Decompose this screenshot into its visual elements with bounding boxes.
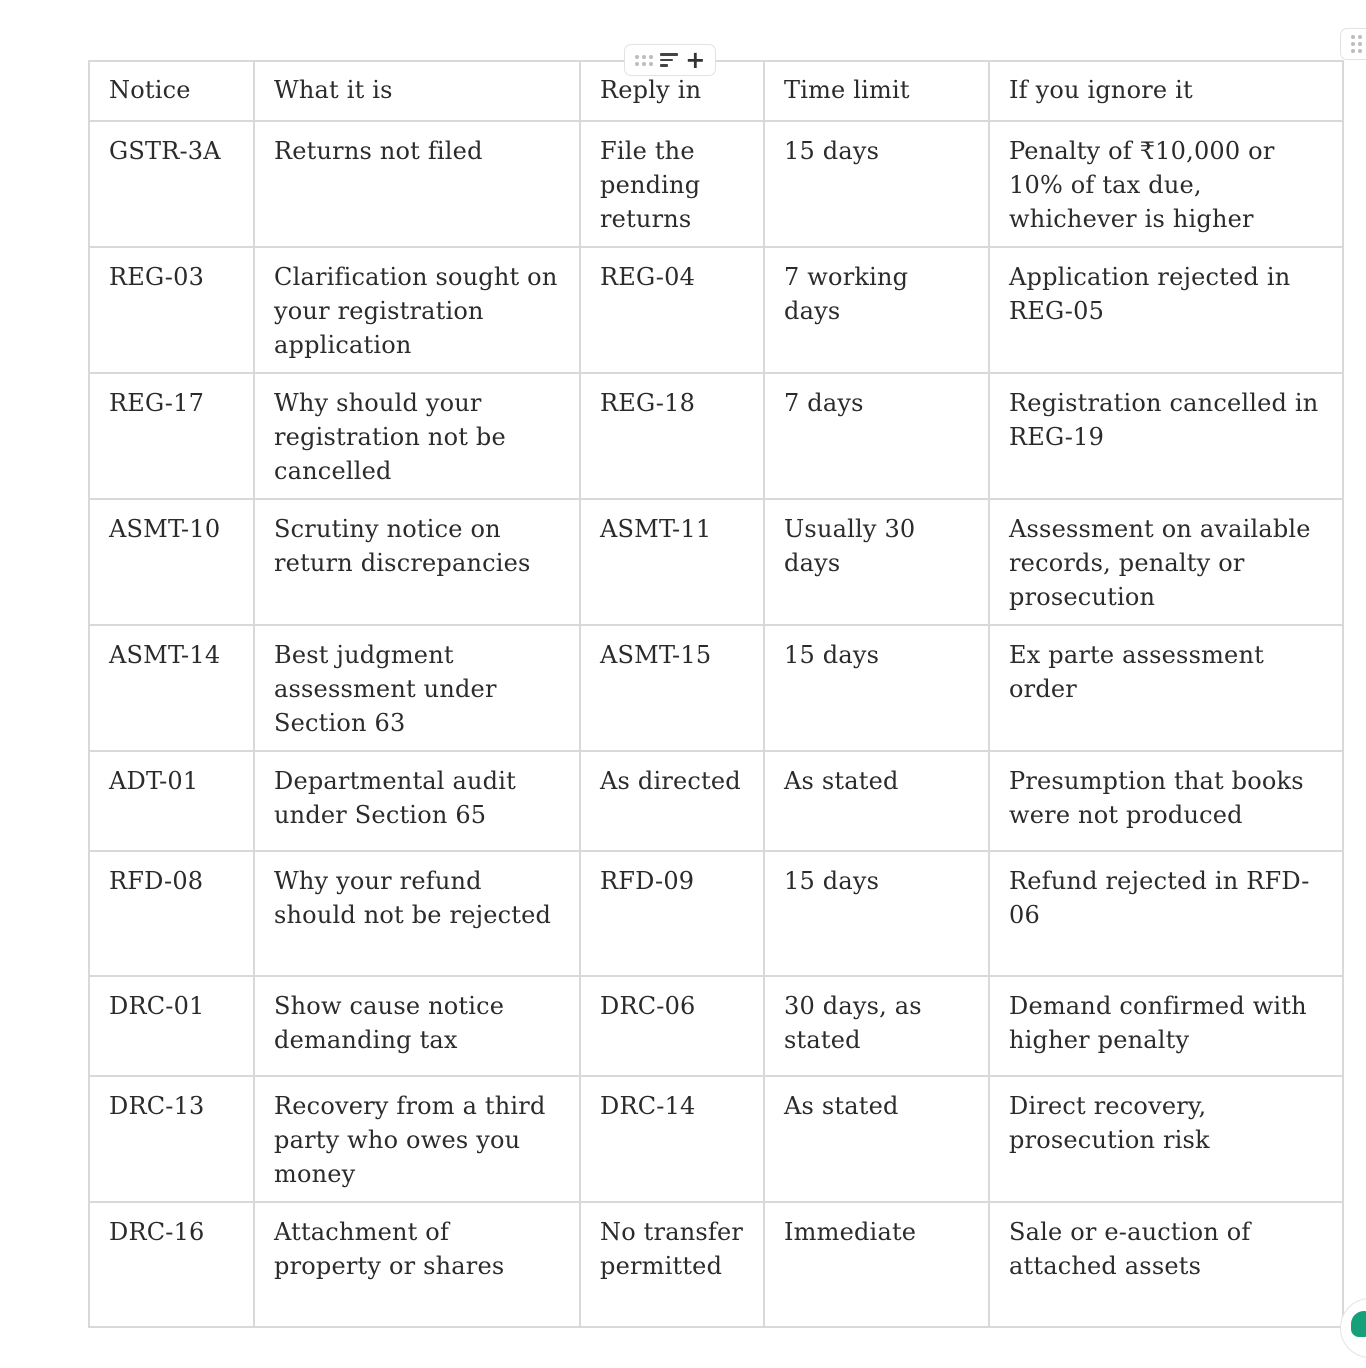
cell-what-it-is[interactable]: Scrutiny notice on return discrepancies — [254, 499, 580, 625]
cell-notice[interactable]: REG-17 — [89, 373, 254, 499]
block-drag-handle[interactable] — [1340, 28, 1366, 60]
header-notice[interactable]: Notice — [89, 61, 254, 121]
cell-notice[interactable]: REG-03 — [89, 247, 254, 373]
chat-icon — [1351, 1311, 1366, 1337]
cell-time-limit[interactable]: As stated — [764, 751, 989, 851]
grip-icon — [1351, 35, 1362, 53]
cell-what-it-is[interactable]: Returns not filed — [254, 121, 580, 247]
cell-what-it-is[interactable]: Show cause notice demanding tax — [254, 976, 580, 1076]
cell-notice[interactable]: RFD-08 — [89, 851, 254, 976]
header-time-limit[interactable]: Time limit — [764, 61, 989, 121]
drag-handle-icon[interactable] — [635, 55, 653, 66]
cell-time-limit[interactable]: As stated — [764, 1076, 989, 1202]
cell-time-limit[interactable]: 15 days — [764, 121, 989, 247]
cell-time-limit[interactable]: Immediate — [764, 1202, 989, 1327]
cell-if-you-ignore-it[interactable]: Ex parte assessment order — [989, 625, 1343, 751]
cell-what-it-is[interactable]: Recovery from a third party who owes you money — [254, 1076, 580, 1202]
cell-reply-in[interactable]: DRC-14 — [580, 1076, 764, 1202]
cell-reply-in[interactable]: RFD-09 — [580, 851, 764, 976]
add-icon[interactable]: + — [685, 46, 706, 74]
cell-if-you-ignore-it[interactable]: Presumption that books were not produced — [989, 751, 1343, 851]
cell-what-it-is[interactable]: Best judgment assessment under Section 63 — [254, 625, 580, 751]
cell-notice[interactable]: GSTR-3A — [89, 121, 254, 247]
cell-notice[interactable]: ASMT-14 — [89, 625, 254, 751]
cell-what-it-is[interactable]: Attachment of property or shares — [254, 1202, 580, 1327]
table-header-row — [89, 61, 1343, 121]
cell-reply-in[interactable]: ASMT-11 — [580, 499, 764, 625]
cell-if-you-ignore-it[interactable]: Assessment on available records, penalty or prosecution — [989, 499, 1343, 625]
notice-table — [88, 60, 1344, 1328]
cell-if-you-ignore-it[interactable]: Application rejected in REG-05 — [989, 247, 1343, 373]
table-row — [89, 121, 1343, 247]
table-row — [89, 625, 1343, 751]
cell-time-limit[interactable]: 7 working days — [764, 247, 989, 373]
header-if-you-ignore-it[interactable]: If you ignore it — [989, 61, 1343, 121]
cell-notice[interactable]: ADT-01 — [89, 751, 254, 851]
table-row — [89, 976, 1343, 1076]
cell-notice[interactable]: ASMT-10 — [89, 499, 254, 625]
cell-reply-in[interactable]: No transfer permitted — [580, 1202, 764, 1327]
cell-notice[interactable]: DRC-01 — [89, 976, 254, 1076]
cell-reply-in[interactable]: File the pending returns — [580, 121, 764, 247]
cell-time-limit[interactable]: 15 days — [764, 851, 989, 976]
cell-reply-in[interactable]: ASMT-15 — [580, 625, 764, 751]
cell-notice[interactable]: DRC-16 — [89, 1202, 254, 1327]
table-row — [89, 851, 1343, 976]
cell-reply-in[interactable]: REG-04 — [580, 247, 764, 373]
table-row — [89, 1202, 1343, 1327]
cell-reply-in[interactable]: DRC-06 — [580, 976, 764, 1076]
cell-if-you-ignore-it[interactable]: Sale or e-auction of attached assets — [989, 1202, 1343, 1327]
cell-if-you-ignore-it[interactable]: Penalty of ₹10,000 or 10% of tax due, whichever is higher — [989, 121, 1343, 247]
cell-time-limit[interactable]: 15 days — [764, 625, 989, 751]
table-row — [89, 247, 1343, 373]
cell-time-limit[interactable]: Usually 30 days — [764, 499, 989, 625]
table-row — [89, 751, 1343, 851]
cell-if-you-ignore-it[interactable]: Demand confirmed with higher penalty — [989, 976, 1343, 1076]
cell-what-it-is[interactable]: Clarification sought on your registration application — [254, 247, 580, 373]
cell-reply-in[interactable]: REG-18 — [580, 373, 764, 499]
cell-if-you-ignore-it[interactable]: Refund rejected in RFD-06 — [989, 851, 1343, 976]
table-row — [89, 373, 1343, 499]
cell-reply-in[interactable]: As directed — [580, 751, 764, 851]
notice-table-container — [88, 60, 1342, 1328]
header-reply-in[interactable]: Reply in — [580, 61, 764, 121]
cell-what-it-is[interactable]: Why your refund should not be rejected — [254, 851, 580, 976]
cell-time-limit[interactable]: 30 days, as stated — [764, 976, 989, 1076]
header-what-it-is[interactable]: What it is — [254, 61, 580, 121]
table-column-toolbar — [624, 44, 716, 76]
align-icon[interactable] — [660, 53, 678, 67]
cell-if-you-ignore-it[interactable]: Registration cancelled in REG-19 — [989, 373, 1343, 499]
cell-if-you-ignore-it[interactable]: Direct recovery, prosecution risk — [989, 1076, 1343, 1202]
table-row — [89, 1076, 1343, 1202]
cell-time-limit[interactable]: 7 days — [764, 373, 989, 499]
cell-notice[interactable]: DRC-13 — [89, 1076, 254, 1202]
cell-what-it-is[interactable]: Why should your registration not be cancelled — [254, 373, 580, 499]
table-row — [89, 499, 1343, 625]
cell-what-it-is[interactable]: Departmental audit under Section 65 — [254, 751, 580, 851]
